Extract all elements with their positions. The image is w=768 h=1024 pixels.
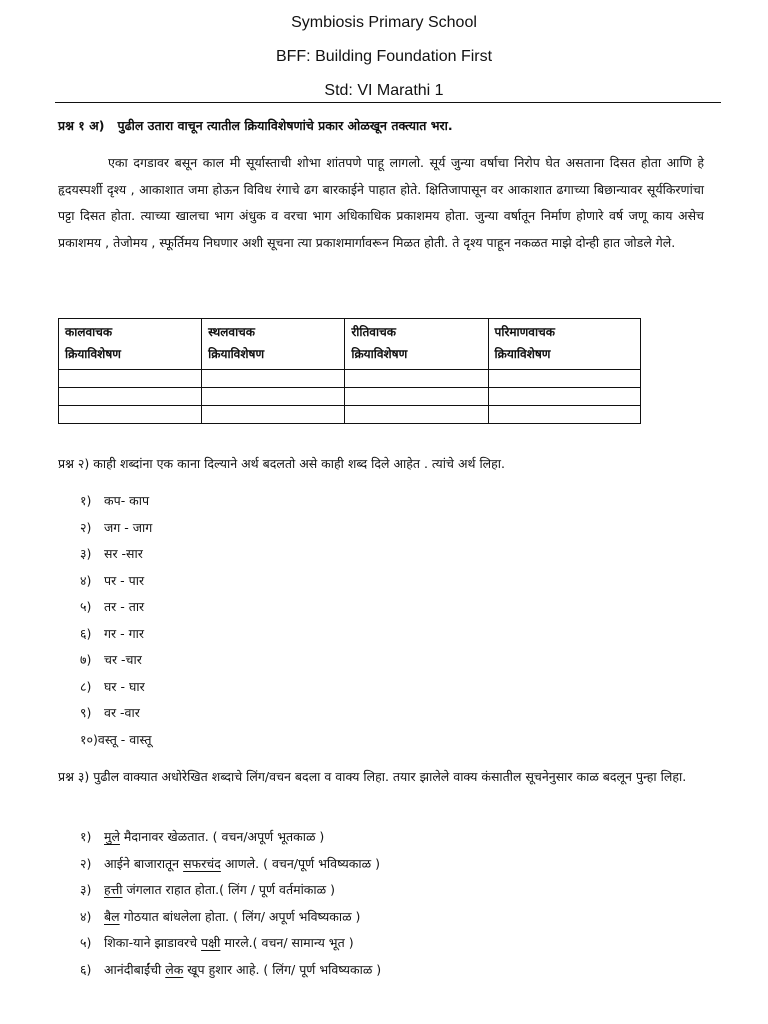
list-item: ३) हत्ती जंगलात राहात होता.( लिंग / पूर्ण वर्तमांकाळ )	[80, 882, 335, 897]
standard-subject: Std: VI Marathi 1	[324, 82, 444, 99]
table-header-row	[59, 319, 641, 370]
underlined-word: पक्षी	[201, 935, 221, 950]
list-item: १) मुले मैदानावर खेळतात. ( वचन/अपूर्ण भूतकाळ )	[80, 829, 325, 844]
answer-cell	[59, 370, 202, 388]
program-name: BFF: Building Foundation First	[275, 48, 493, 65]
list-item: ५) तर - तार	[80, 599, 145, 614]
question-1-instruction: पुढील उतारा वाचून त्यातील क्रियाविशेषणांचे प्रकार ओळखून तक्त्यात भरा.	[117, 118, 453, 133]
list-item: १०)वस्तू - वास्तू	[80, 731, 152, 747]
list-item: ६) गर - गार	[80, 625, 144, 641]
list-item: ४) बैल गोठयात बांधलेला होता. ( लिंग/ अपूर्ण भविष्यकाळ )	[80, 908, 361, 924]
list-item: ५) शिका-याने झाडावरचे पक्षी मारले.( वचन/ सामान्य भूत )	[80, 935, 354, 950]
answer-cell	[345, 406, 488, 424]
column-header: परिमाणवाचक क्रियाविशेषण	[488, 319, 640, 370]
sentence-list	[80, 824, 381, 983]
question-3-instruction: प्रश्न ३) पुढील वाक्यात अधोरेखित शब्दाचे लिंग/वचन बदला व वाक्य लिहा. तयार झालेले वाक्य कंसातील सूचनेनुसार काळ बदलून पुन्हा लिहा.	[58, 769, 687, 784]
school-name: Symbiosis Primary School	[291, 14, 477, 31]
table-row	[59, 406, 641, 424]
list-item: ३) सर -सार	[80, 546, 143, 561]
answer-cell	[59, 406, 202, 424]
page-header	[0, 0, 768, 108]
answer-cell	[202, 388, 345, 406]
answer-cell	[488, 406, 640, 424]
underlined-word: सफरचंद	[183, 855, 221, 871]
column-header: कालवाचक क्रियाविशेषण	[59, 319, 202, 370]
underlined-word: मुले	[104, 829, 120, 844]
list-item: ७) चर -चार	[80, 652, 142, 667]
answer-cell	[202, 370, 345, 388]
answer-cell	[202, 406, 345, 424]
question-2-instruction: प्रश्न २) काही शब्दांना एक काना दिल्याने अर्थ बदलतो असे काही शब्द दिले आहेत . त्यांचे अर्थ लिहा.	[58, 456, 506, 471]
answer-cell	[59, 388, 202, 406]
question-1-heading	[58, 117, 718, 134]
list-item: १) कप- काप	[80, 493, 150, 508]
underlined-word: बैल	[104, 908, 120, 924]
table-row	[59, 388, 641, 406]
question-1-label: प्रश्न १ अ)	[58, 118, 105, 133]
adverb-classification-table	[58, 318, 641, 424]
reading-passage	[58, 150, 704, 256]
column-header: स्थलवाचक क्रियाविशेषण	[202, 319, 345, 370]
answer-cell	[345, 370, 488, 388]
passage-text: एका दगडावर बसून काल मी सूर्यास्ताची शोभा शांतपणे पाहू लागलो. सूर्य जुन्या वर्षाचा निरोप घेत असताना दिसत होता आणि हे हृदयस्पर्शी दृश्य , आकाशात जमा होऊन विविध रंगाचे ढग बारकाईने पाहात होते. क्षितिजापासून वर आकाशात ढगाच्या बिछान्यावर सूर्यकिरणांचा पट्टा दिसत होता. त्याच्या खालचा भाग अंधुक व वरचा भाग अधिकाधिक प्रकाशमय होता. जुन्या वर्षातून निर्माण होणारे वर्ष जणू काय असेच प्रकाशमय , तेजोमय , स्फूर्तिमय निघणार अशी सूचना त्या प्रकाशमार्गावरून मिळत होती. ते दृश्य पाहून नकळत माझे दोन्ही हात जोडले गेले.	[58, 155, 704, 250]
list-item: ८) घर - घार	[80, 678, 145, 694]
header-divider	[55, 102, 721, 103]
underlined-word: लेक	[165, 961, 184, 977]
answer-cell	[488, 388, 640, 406]
list-item: २) आईने बाजारातून सफरचंद आणले. ( वचन/पूर्ण भविष्यकाळ )	[80, 855, 380, 871]
answer-cell	[488, 370, 640, 388]
list-item: ९) वर -वार	[80, 705, 140, 720]
column-header: रीतिवाचक क्रियाविशेषण	[345, 319, 488, 370]
list-item: ४) पर - पार	[80, 572, 145, 588]
word-pair-list	[80, 488, 152, 753]
list-item: ६) आनंदीबाईंची लेक खूप हुशार आहे. ( लिंग/ पूर्ण भविष्यकाळ )	[80, 961, 382, 977]
underlined-word: हत्ती	[104, 882, 123, 897]
list-item: २) जग - जाग	[80, 519, 153, 535]
table-row	[59, 370, 641, 388]
answer-cell	[345, 388, 488, 406]
